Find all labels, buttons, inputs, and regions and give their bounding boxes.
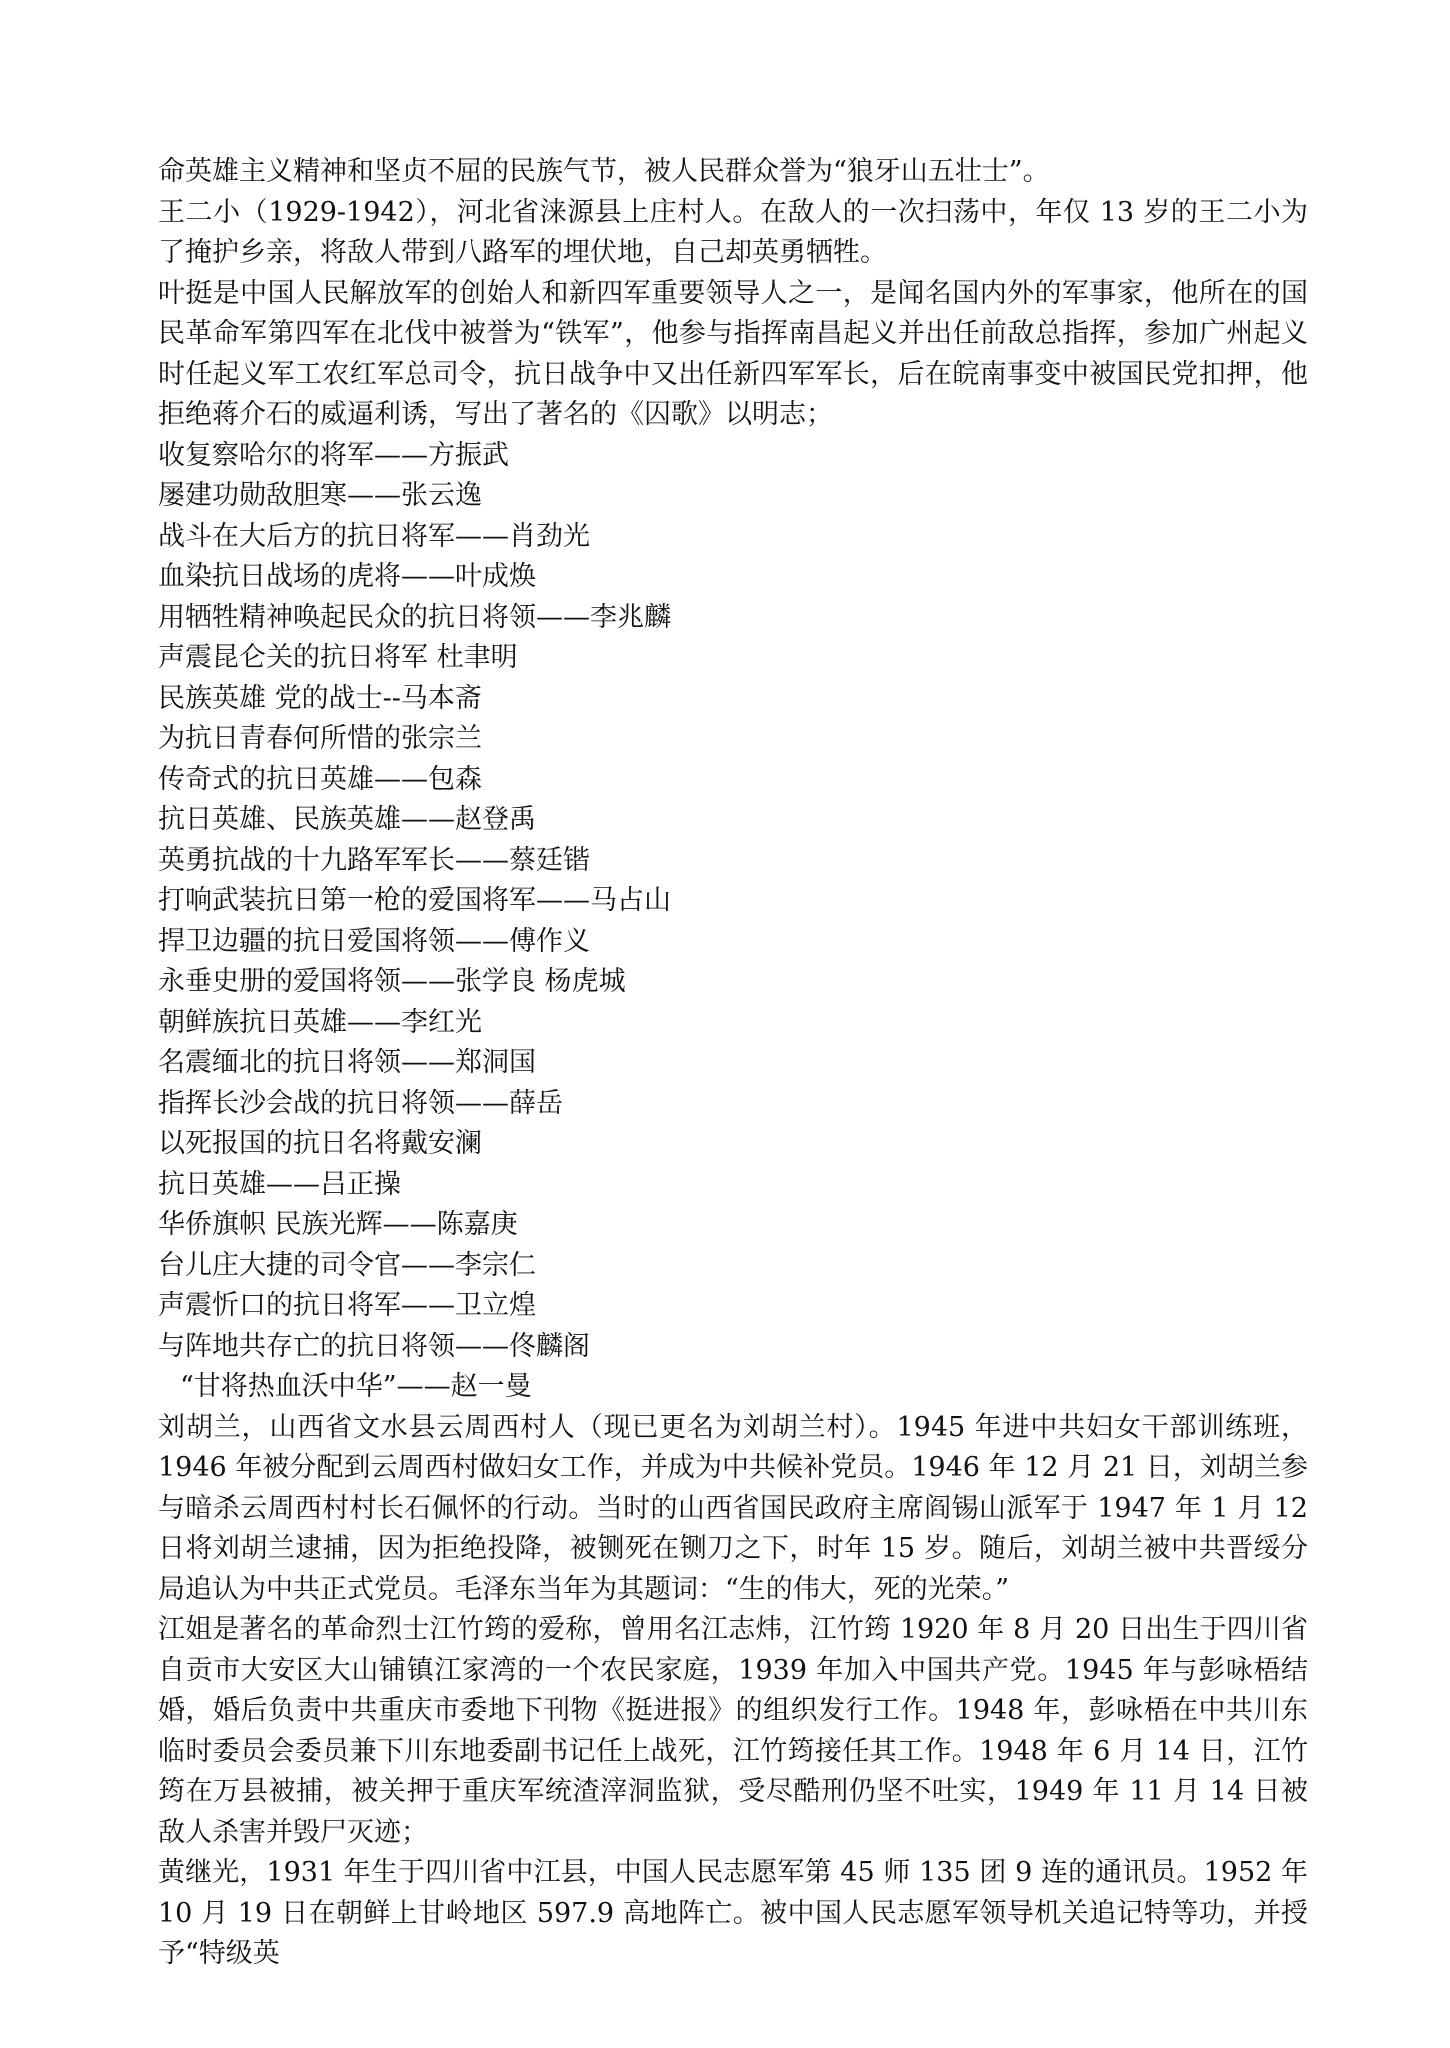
list-item: 捍卫边疆的抗日爱国将领——傅作义 [158, 925, 590, 957]
list-item: 华侨旗帜 民族光辉——陈嘉庚 [158, 1209, 518, 1240]
list-item: 与阵地共存亡的抗日将领——佟麟阁 [158, 1330, 590, 1362]
list-item: 民族英雄 党的战士--马本斋 [158, 682, 482, 714]
paragraph-huang-jiguang: 黄继光，1931 年生于四川省中江县，中国人民志愿军第 45 师 135 团 9 连的通讯员。1952 年 10 月 19 日在朝鲜上甘岭地区 597.9 高地阵亡。被中国人民志愿军领导机关追记特等功，并授予“特级英 [158, 1857, 1308, 1969]
list-item: 英勇抗战的十九路军军长——蔡廷锴 [158, 844, 590, 876]
list-item: 屡建功勋敌胆寒——张云逸 [158, 480, 482, 511]
list-item: 战斗在大后方的抗日将军——肖劲光 [158, 520, 590, 552]
paragraph-liu-hulan: 刘胡兰，山西省文水县云周西村人（现已更名为刘胡兰村）。1945 年进中共妇女干部训练班，1946 年被分配到云周西村做妇女工作，并成为中共候补党员。1946 年 12 月 21 日，刘胡兰参与暗杀云周西村村长石佩怀的行动。当时的山西省国民政府主席阎锡山派军于 1947 年 1 月 12 日将刘胡兰逮捕，因为拒绝投降，被铡死在铡刀之下，时年 15 岁。随后，刘胡兰被中共晋绥分局追认为中共正式党员。毛泽东当年为其题词：“生的伟大，死的光荣。” [158, 1411, 1308, 1605]
list-item: “甘将热血沃中华”——赵一曼 [180, 1371, 532, 1402]
paragraph-wang-erxiao: 王二小（1929-1942），河北省涞源县上庄村人。在敌人的一次扫荡中，年仅 13 岁的王二小为了掩护乡亲，将敌人带到八路军的埋伏地，自己却英勇牺牲。 [158, 196, 1308, 268]
list-item: 血染抗日战场的虎将——叶成焕 [158, 561, 536, 592]
list-item: 用牺牲精神唤起民众的抗日将领——李兆麟 [158, 601, 671, 633]
list-item: 名震缅北的抗日将领——郑洞国 [158, 1047, 536, 1078]
list-item: 打响武装抗日第一枪的爱国将军——马占山 [158, 885, 671, 916]
list-item: 收复察哈尔的将军——方振武 [158, 439, 509, 471]
list-item: 抗日英雄、民族英雄——赵登禹 [158, 804, 536, 835]
list-item: 传奇式的抗日英雄——包森 [158, 763, 482, 795]
list-item: 永垂史册的爱国将领——张学良 杨虎城 [158, 966, 626, 997]
list-item: 台儿庄大捷的司令官——李宗仁 [158, 1249, 536, 1281]
list-item: 指挥长沙会战的抗日将领——薛岳 [158, 1087, 563, 1119]
list-item: 朝鲜族抗日英雄——李红光 [158, 1006, 482, 1038]
paragraph-langyashan: 命英雄主义精神和坚贞不屈的民族气节，被人民群众誉为“狼牙山五壮士”。 [158, 156, 1050, 187]
paragraph-ye-ting: 叶挺是中国人民解放军的创始人和新四军重要领导人之一，是闻名国内外的军事家，他所在的国民革命军第四军在北伐中被誉为“铁军”，他参与指挥南昌起义并出任前敌总指挥，参加广州起义时任起义军工农红军总司令，抗日战争中又出任新四军军长，后在皖南事变中被国民党扣押，他拒绝蒋介石的威逼利诱，写出了著名的《囚歌》以明志； [158, 277, 1308, 430]
list-item: 以死报国的抗日名将戴安澜 [158, 1128, 482, 1159]
paragraph-jiang-jie: 江姐是著名的革命烈士江竹筠的爱称，曾用名江志炜，江竹筠 1920 年 8 月 20 日出生于四川省自贡市大安区大山铺镇江家湾的一个农民家庭，1939 年加入中国共产党。1945 年与彭咏梧结婚，婚后负责中共重庆市委地下刊物《挺进报》的组织发行工作。1948 年，彭咏梧在中共川东临时委员会委员兼下川东地委副书记任上战死，江竹筠接任其工作。1948 年 6 月 14 日，江竹筠在万县被捕，被关押于重庆军统渣滓洞监狱，受尽酷刑仍坚不吐实，1949 年 11 月 14 日被敌人杀害并毁尸灭迹； [158, 1614, 1308, 1848]
list-item: 抗日英雄——吕正操 [158, 1168, 401, 1200]
list-item: 声震昆仑关的抗日将军 杜聿明 [158, 642, 518, 673]
generals-list [158, 436, 1308, 1408]
document-page [158, 152, 1308, 1975]
list-item: 声震忻口的抗日将军——卫立煌 [158, 1290, 536, 1321]
list-item: 为抗日青春何所惜的张宗兰 [158, 723, 482, 754]
